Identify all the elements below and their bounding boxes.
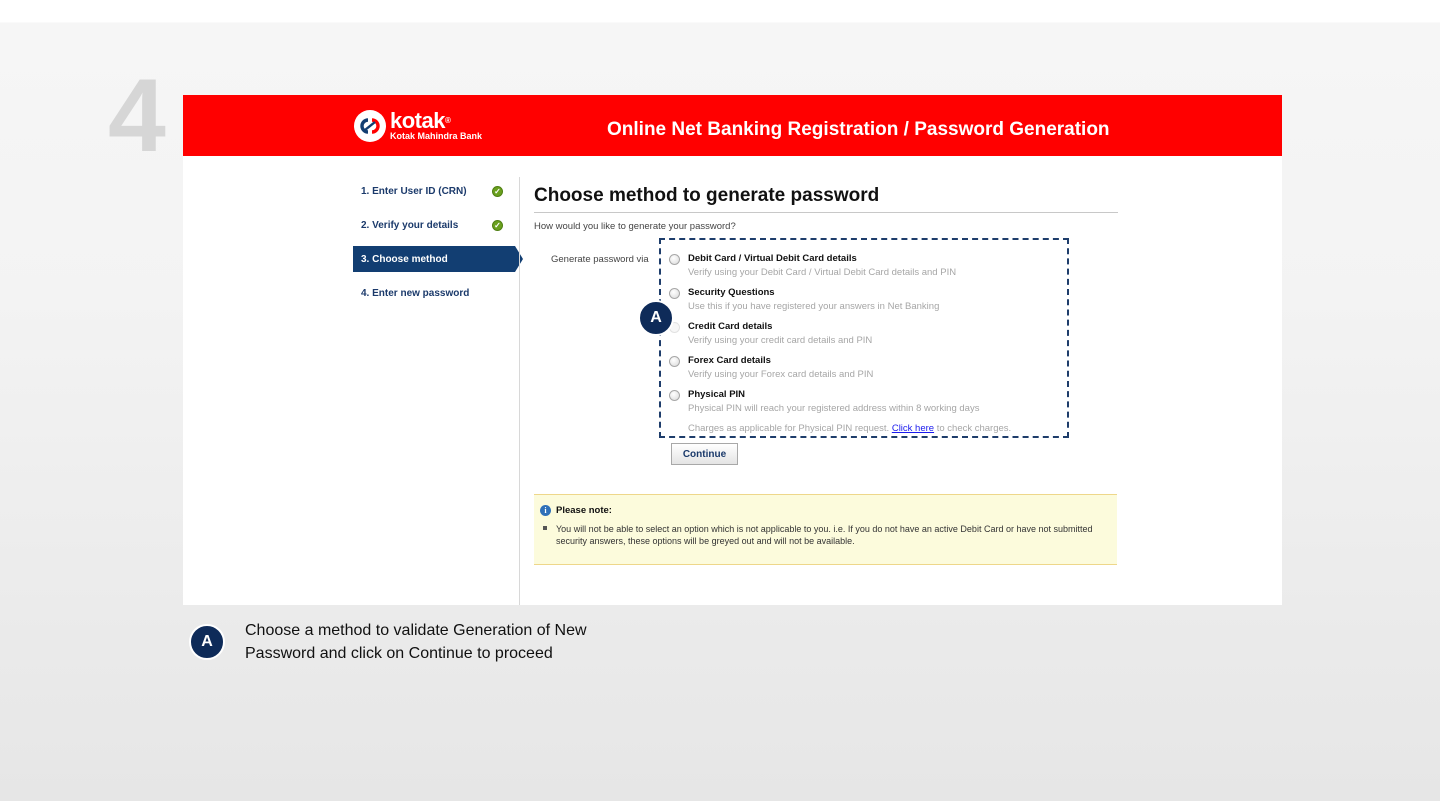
step-label: 1. Enter User ID (CRN) bbox=[361, 185, 467, 197]
step-choose-method[interactable] bbox=[353, 246, 515, 272]
slide-step-number: 4 bbox=[108, 58, 166, 174]
option-title: Security Questions bbox=[688, 287, 775, 298]
generate-via-label: Generate password via bbox=[551, 254, 649, 265]
option-description: Verify using your Debit Card / Virtual Debit Card details and PIN bbox=[688, 267, 957, 278]
annotation-badge-a: A bbox=[638, 300, 674, 336]
option-description: Use this if you have registered your answers in Net Banking bbox=[688, 301, 940, 312]
page-title: Choose method to generate password bbox=[534, 185, 880, 206]
check-icon: ✓ bbox=[492, 186, 503, 197]
option-title: Physical PIN bbox=[688, 389, 746, 400]
logo-name: kotak bbox=[390, 107, 445, 133]
note-text: You will not be able to select an option which is not applicable to you. i.e. If you do not have an active Debit Card or have not submitted security answers, these options will be greyed out and will not be available. bbox=[556, 524, 1093, 546]
info-icon: i bbox=[540, 505, 551, 516]
note-title: Please note: bbox=[556, 505, 612, 516]
step-verify-details[interactable] bbox=[353, 212, 523, 238]
steps-sidebar bbox=[353, 178, 523, 314]
radio-security-questions[interactable] bbox=[669, 288, 680, 299]
charges-link[interactable]: Click here bbox=[891, 423, 935, 434]
kotak-logo[interactable]: kotak® Kotak Mahindra Bank bbox=[354, 109, 482, 143]
option-description: Verify using your Forex card details and PIN bbox=[688, 369, 874, 380]
charges-text bbox=[688, 423, 1011, 434]
note-box bbox=[534, 494, 1117, 565]
step-label: 4. Enter new password bbox=[361, 287, 470, 299]
option-description: Verify using your credit card details and PIN bbox=[688, 335, 873, 346]
question-text: How would you like to generate your password? bbox=[534, 221, 736, 232]
step-label: 3. Choose method bbox=[361, 253, 448, 265]
option-title: Forex Card details bbox=[688, 355, 771, 366]
header-bar bbox=[183, 95, 1282, 156]
option-title: Credit Card details bbox=[688, 321, 773, 332]
continue-button[interactable]: Continue bbox=[671, 443, 738, 465]
charges-suffix: to check charges. bbox=[936, 423, 1012, 434]
header-title: Online Net Banking Registration / Password Generation bbox=[607, 119, 1110, 140]
radio-forex-card[interactable] bbox=[669, 356, 680, 367]
radio-physical-pin[interactable] bbox=[669, 390, 680, 401]
option-description: Physical PIN will reach your registered address within 8 working days bbox=[688, 403, 980, 414]
check-icon: ✓ bbox=[492, 220, 503, 231]
step-enter-user-id[interactable] bbox=[353, 178, 523, 204]
step-enter-new-password[interactable] bbox=[353, 280, 523, 306]
legend-text: Choose a method to validate Generation of New Password and click on Continue to proceed bbox=[245, 622, 587, 662]
sidebar-divider bbox=[519, 177, 520, 605]
logo-subtitle: Kotak Mahindra Bank bbox=[390, 130, 483, 141]
legend-badge-a: A bbox=[189, 624, 225, 660]
screenshot-panel bbox=[183, 95, 1282, 605]
step-label: 2. Verify your details bbox=[361, 219, 459, 231]
bullet-icon bbox=[543, 526, 547, 530]
kotak-logo-icon bbox=[354, 110, 386, 142]
charges-prefix: Charges as applicable for Physical PIN request. bbox=[688, 423, 890, 434]
option-title: Debit Card / Virtual Debit Card details bbox=[688, 253, 857, 264]
title-divider bbox=[534, 212, 1118, 213]
radio-debit-card[interactable] bbox=[669, 254, 680, 265]
